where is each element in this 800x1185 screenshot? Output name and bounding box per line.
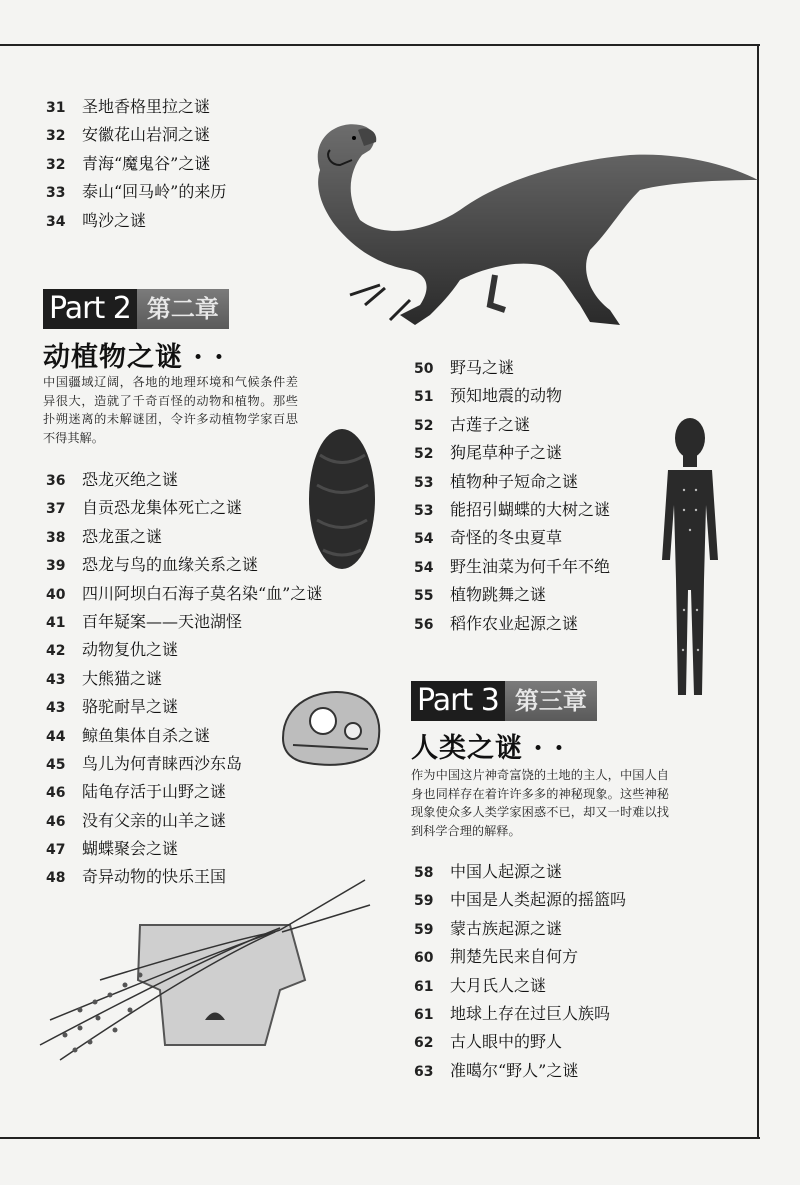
- part3-chapter-label: 第三章: [505, 681, 597, 721]
- toc-page-number: 44: [46, 728, 66, 745]
- part2-label: Part 2: [43, 289, 137, 329]
- toc-page-number: 40: [46, 586, 66, 603]
- toc-entry-title: 能招引蝴蝶的大树之谜: [450, 499, 611, 519]
- part3-label: Part 3: [411, 681, 505, 721]
- toc-entry[interactable]: [414, 524, 610, 552]
- dinosaur-illustration: [290, 110, 760, 335]
- toc-entry[interactable]: [414, 610, 610, 638]
- toc-entry-title: 植物种子短命之谜: [450, 471, 579, 491]
- toc-list-continued: [46, 93, 226, 235]
- part2-heading: 动植物之谜 · ·: [43, 342, 225, 373]
- toc-page-number: 51: [414, 389, 434, 406]
- toc-page-number: 38: [46, 529, 66, 546]
- toc-page-number: 61: [414, 978, 434, 995]
- toc-entry[interactable]: [46, 551, 322, 579]
- toc-entry[interactable]: [414, 468, 610, 496]
- acupuncture-bronze-figure-illustration: [648, 410, 733, 705]
- toc-entry-title: 恐龙灭绝之谜: [82, 470, 179, 489]
- toc-page-number: 32: [46, 156, 66, 173]
- toc-entry[interactable]: [414, 411, 610, 439]
- toc-entry-title: 蒙古族起源之谜: [450, 918, 563, 938]
- toc-entry[interactable]: [46, 807, 322, 835]
- toc-entry[interactable]: [414, 1057, 626, 1085]
- toc-entry-title: 预知地震的动物: [450, 386, 563, 406]
- toc-page-number: 43: [46, 700, 66, 717]
- toc-entry-title: 恐龙蛋之谜: [82, 526, 163, 546]
- toc-entry-title: 百年疑案——天池湖怪: [82, 611, 243, 631]
- toc-list-part2-right: [414, 354, 610, 638]
- toc-entry-title: 奇异动物的快乐王国: [82, 867, 227, 887]
- part3-banner: [411, 681, 597, 721]
- toc-entry[interactable]: [414, 943, 626, 971]
- toc-entry-title: 鲸鱼集体自杀之谜: [82, 725, 211, 745]
- toc-entry-title: 古人眼中的野人: [450, 1032, 563, 1052]
- toc-page-number: 47: [46, 842, 66, 859]
- toc-list-part3: [414, 858, 626, 1085]
- toc-page-number: 50: [414, 361, 434, 377]
- toc-page-number: 34: [46, 213, 66, 230]
- toc-entry-title: 圣地香格里拉之谜: [82, 97, 211, 116]
- toc-entry[interactable]: [414, 581, 610, 609]
- toc-entry-title: 野马之谜: [450, 358, 515, 377]
- toc-entry-title: 古莲子之谜: [450, 414, 531, 434]
- toc-page-number: 59: [414, 921, 434, 938]
- toc-entry-title: 鸣沙之谜: [82, 210, 147, 230]
- part2-chapter-label: 第二章: [137, 289, 229, 329]
- toc-entry-title: 中国是人类起源的摇篮吗: [450, 890, 627, 910]
- bottom-rule: [0, 1137, 760, 1139]
- toc-page-number: 63: [414, 1063, 434, 1080]
- part3-heading: 人类之谜 · ·: [411, 733, 565, 764]
- toc-page-number: 31: [46, 100, 66, 116]
- toc-entry-title: 大熊猫之谜: [82, 668, 163, 688]
- toc-page-number: 39: [46, 558, 66, 575]
- toc-entry[interactable]: [46, 178, 226, 206]
- toc-page-number: 56: [414, 616, 434, 633]
- toc-entry[interactable]: [414, 439, 610, 467]
- toc-page-number: 52: [414, 446, 434, 463]
- dinosaur-skull-illustration: [278, 683, 386, 771]
- toc-entry-title: 四川阿坝白石海子莫名染“血”之谜: [82, 583, 323, 603]
- toc-entry-title: 鸟儿为何青睐西沙东岛: [82, 753, 243, 773]
- toc-page-number: 37: [46, 501, 66, 518]
- part3-intro: 作为中国这片神奇富饶的土地的主人，中国人自身也同样存在着许许多多的神秘现象。这些神秘现象使众多人类学家困惑不已，却又一时难以找到科学合理的解释。: [411, 768, 669, 838]
- toc-page-number: 48: [46, 870, 66, 887]
- toc-page-number: 46: [46, 785, 66, 802]
- toc-entry-title: 稻作农业起源之谜: [450, 613, 579, 633]
- toc-entry[interactable]: [414, 553, 610, 581]
- toc-entry-title: 大月氏人之谜: [450, 975, 547, 995]
- toc-entry-title: 骆驼耐旱之谜: [82, 697, 179, 717]
- top-rule: [0, 44, 760, 46]
- toc-entry[interactable]: [414, 496, 610, 524]
- toc-list-part2-left: [46, 466, 322, 892]
- toc-entry-title: 荆楚先民来自何方: [450, 947, 579, 967]
- toc-entry-title: 中国人起源之谜: [450, 862, 563, 881]
- toc-page-number: 36: [46, 473, 66, 489]
- toc-entry-title: 陆龟存活于山野之谜: [82, 782, 227, 802]
- toc-entry[interactable]: [414, 858, 626, 886]
- toc-entry[interactable]: [46, 636, 322, 664]
- toc-entry[interactable]: [46, 835, 322, 863]
- toc-page-number: 55: [414, 588, 434, 605]
- toc-entry[interactable]: [46, 466, 322, 494]
- toc-entry[interactable]: [414, 382, 610, 410]
- part2-banner: [43, 289, 229, 329]
- toc-entry[interactable]: [46, 778, 322, 806]
- toc-entry-title: 野生油菜为何千年不绝: [450, 556, 611, 576]
- toc-entry-title: 植物跳舞之谜: [450, 585, 547, 605]
- toc-entry[interactable]: [46, 121, 226, 149]
- toc-entry-title: 恐龙与鸟的血缘关系之谜: [82, 555, 259, 575]
- toc-entry[interactable]: [414, 1000, 626, 1028]
- toc-entry[interactable]: [414, 886, 626, 914]
- toc-page-number: 52: [414, 417, 434, 434]
- toc-page-number: 61: [414, 1006, 434, 1023]
- toc-page-number: 59: [414, 893, 434, 910]
- toc-entry[interactable]: [46, 207, 226, 235]
- toc-entry[interactable]: [414, 1028, 626, 1056]
- toc-page-number: 42: [46, 643, 66, 660]
- toc-entry-title: 奇怪的冬虫夏草: [450, 528, 563, 548]
- toc-entry-title: 泰山“回马岭”的来历: [82, 182, 227, 202]
- toc-page-number: 60: [414, 950, 434, 967]
- toc-entry-title: 准噶尔“野人”之谜: [450, 1060, 579, 1080]
- toc-page-number: 41: [46, 614, 66, 631]
- toc-page-number: 54: [414, 559, 434, 576]
- toc-page-number: 32: [46, 128, 66, 145]
- toc-page-number: 43: [46, 671, 66, 688]
- toc-entry-title: 没有父亲的山羊之谜: [82, 810, 227, 830]
- toc-entry[interactable]: [46, 93, 226, 121]
- toc-entry[interactable]: [414, 915, 626, 943]
- rice-stalks-illustration: [20, 870, 380, 1070]
- toc-page-number: 54: [414, 531, 434, 548]
- toc-page-number: 33: [46, 185, 66, 202]
- part2-intro: 中国疆域辽阔，各地的地理环境和气候条件差异很大，造就了千奇百怪的动物和植物。那些扑朔迷离的未解谜团，令许多动植物学家百思不得其解。: [43, 375, 298, 445]
- toc-entry-title: 狗尾草种子之谜: [450, 443, 563, 463]
- toc-entry[interactable]: [46, 523, 322, 551]
- toc-entry[interactable]: [46, 608, 322, 636]
- toc-entry[interactable]: [414, 354, 610, 382]
- toc-page-number: 53: [414, 502, 434, 519]
- toc-entry[interactable]: [46, 150, 226, 178]
- toc-entry-title: 安徽花山岩洞之谜: [82, 125, 211, 145]
- toc-entry-title: 地球上存在过巨人族吗: [450, 1003, 611, 1023]
- toc-entry-title: 青海“魔鬼谷”之谜: [82, 153, 211, 173]
- toc-page-number: 46: [46, 813, 66, 830]
- toc-entry[interactable]: [46, 580, 322, 608]
- toc-page-number: 53: [414, 474, 434, 491]
- toc-page-number: 58: [414, 865, 434, 881]
- toc-entry-title: 蝴蝶聚会之谜: [82, 839, 179, 859]
- toc-entry-title: 动物复仇之谜: [82, 640, 179, 660]
- toc-entry[interactable]: [46, 494, 322, 522]
- toc-entry-title: 自贡恐龙集体死亡之谜: [82, 498, 243, 518]
- toc-page-number: 45: [46, 756, 66, 773]
- toc-entry[interactable]: [414, 972, 626, 1000]
- toc-page-number: 62: [414, 1035, 434, 1052]
